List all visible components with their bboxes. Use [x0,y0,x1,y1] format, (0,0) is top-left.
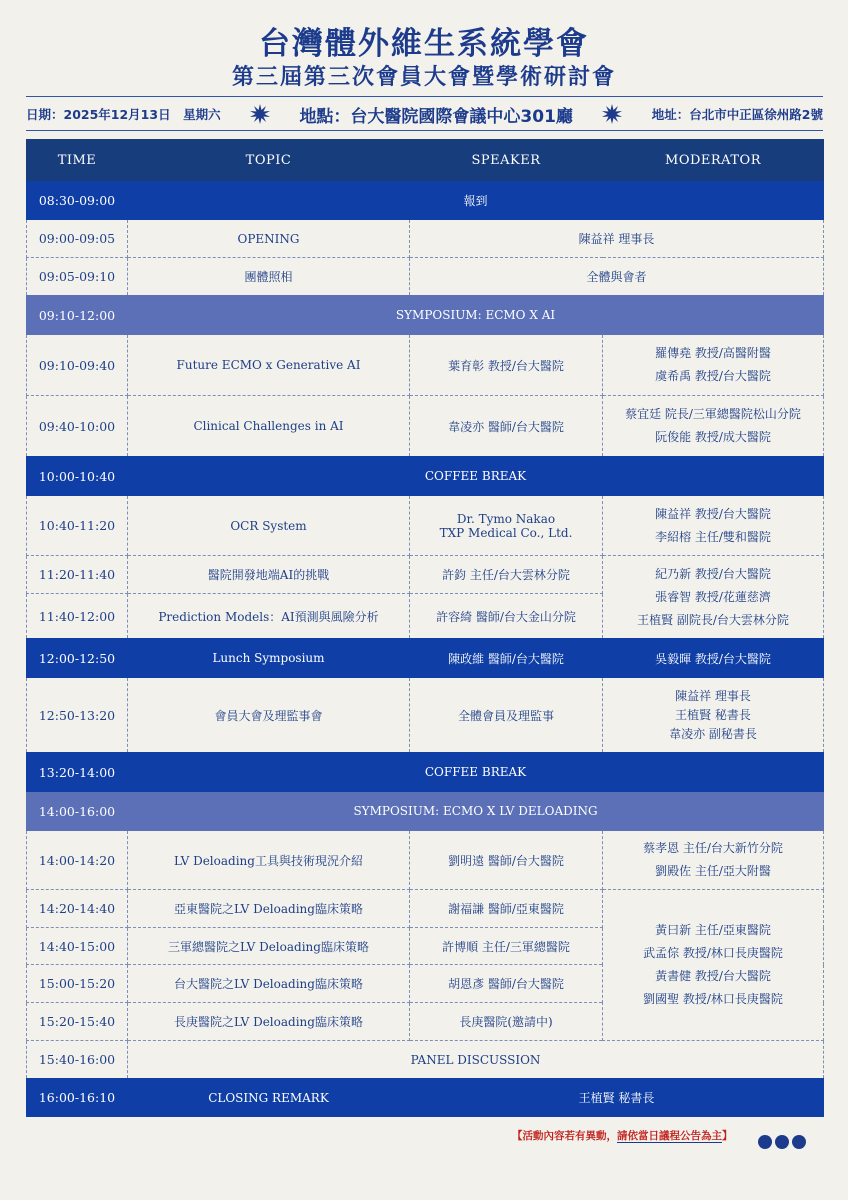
event-venue: 地點：台大醫院國際會議中心301廳 [299,106,573,127]
row-time: 09:00-09:05 [27,220,128,258]
table-row [27,753,824,792]
moderator-name: 羅傳堯 教授/高醫附醫 [655,346,771,360]
table-row [27,556,824,594]
table-row [27,396,824,457]
row-moderator [603,831,824,890]
divider-top [26,96,823,97]
row-speaker: 胡恩彥 醫師/台大醫院 [410,965,603,1003]
info-bar [26,100,823,128]
moderator-name: 武孟倧 教授/林口長庚醫院 [643,946,783,960]
divider-bottom [26,130,823,131]
table-row [27,831,824,890]
moderator-name: 陳益祥 理事長 [675,688,751,703]
row-time: 12:50-13:20 [27,678,128,753]
session-label: PANEL DISCUSSION [128,1041,824,1079]
col-header-moderator: MODERATOR [603,140,824,181]
row-speaker: 王植賢 秘書長 [410,1079,824,1117]
row-time: 10:00-10:40 [27,457,128,496]
table-row [27,1041,824,1079]
row-time: 15:00-15:20 [27,965,128,1003]
col-header-time: TIME [27,140,128,181]
moderator-name: 黃書健 教授/台大醫院 [655,969,771,983]
row-moderator [603,890,824,1041]
row-speaker: 全體會員及理監事 [410,678,603,753]
starburst-icon [602,104,622,124]
row-speaker: 劉明遠 醫師/台大醫院 [410,831,603,890]
society-title: 台灣體外維生系統學會 [259,26,589,62]
row-topic: 醫院開發地端AI的挑戰 [128,556,410,594]
notice-underlined: 請依當日議程公告為主 [617,1130,722,1142]
dot-icon [758,1135,772,1149]
table-row [27,496,824,556]
session-label: COFFEE BREAK [128,753,824,792]
moderator-name: 李紹榕 主任/雙和醫院 [655,529,771,544]
row-speaker: 謝福謙 醫師/亞東醫院 [410,890,603,928]
row-topic: OPENING [128,220,410,258]
starburst-icon [250,104,270,124]
row-topic: 團體照相 [128,258,410,296]
notice-lead: 活動內容若有異動， [522,1130,617,1142]
row-moderator [603,556,824,639]
row-speaker: 全體與會者 [410,258,824,296]
session-label: SYMPOSIUM: ECMO X LV DELOADING [128,792,824,831]
row-moderator: 吳毅暉 教授/台大醫院 [603,639,824,678]
row-time: 14:00-14:20 [27,831,128,890]
row-time: 10:40-11:20 [27,496,128,556]
row-speaker: 許鈞 主任/台大雲林分院 [410,556,603,594]
session-label: SYMPOSIUM: ECMO X AI [128,296,824,335]
row-time: 14:00-16:00 [27,792,128,831]
row-speaker [410,496,603,556]
moderator-name: 韋凌亦 副秘書長 [669,726,757,741]
dot-icon [792,1135,806,1149]
row-speaker: 陳政維 醫師/台大醫院 [410,639,603,678]
row-speaker: 許容綺 醫師/台大金山分院 [410,594,603,639]
row-moderator [603,396,824,457]
table-row [27,296,824,335]
moderator-name: 劉殿佐 主任/亞大附醫 [655,864,771,878]
dot-icon [775,1135,789,1149]
row-time: 09:10-12:00 [27,296,128,335]
table-row [27,1079,824,1117]
row-speaker: 陳益祥 理事長 [410,220,824,258]
row-time: 11:20-11:40 [27,556,128,594]
row-topic: Clinical Challenges in AI [128,396,410,457]
moderator-name: 張睿智 教授/花蓮慈濟 [655,589,771,604]
session-label: 報到 [128,181,824,220]
table-row [27,220,824,258]
row-topic: Lunch Symposium [128,639,410,678]
speaker-line: Dr. Tymo Nakao [456,511,556,526]
row-topic: Future ECMO x Generative AI [128,335,410,396]
row-moderator [603,335,824,396]
event-address: 地址：台北市中正區徐州路2號 [651,107,823,122]
table-row [27,639,824,678]
moderator-name: 蔡孝恩 主任/台大新竹分院 [643,841,783,855]
table-row [27,181,824,220]
row-speaker: 許博順 主任/三軍總醫院 [410,928,603,965]
moderator-name: 虞希禹 教授/台大醫院 [655,369,771,383]
session-label: COFFEE BREAK [128,457,824,496]
moderator-name: 王植賢 副院長/台大雲林分院 [637,612,789,627]
decorative-dots [758,1135,806,1149]
row-time: 14:20-14:40 [27,890,128,928]
row-topic: 三軍總醫院之LV Deloading臨床策略 [128,928,410,965]
row-topic: Prediction Models：AI預測與風險分析 [128,594,410,639]
moderator-name: 陳益祥 教授/台大醫院 [655,506,771,521]
schedule-table [26,139,824,1117]
event-subtitle: 第三屆第三次會員大會暨學術研討會 [231,65,616,90]
moderator-name: 黃曰新 主任/亞東醫院 [655,923,771,937]
table-row [27,678,824,753]
table-header [27,140,824,181]
table-row [27,335,824,396]
row-topic: 台大醫院之LV Deloading臨床策略 [128,965,410,1003]
row-topic: CLOSING REMARK [128,1079,410,1117]
row-time: 09:10-09:40 [27,335,128,396]
row-time: 15:20-15:40 [27,1003,128,1041]
row-topic: OCR System [128,496,410,556]
row-topic: LV Deloading工具與技術現況介紹 [128,831,410,890]
row-moderator [603,496,824,556]
row-time: 16:00-16:10 [27,1079,128,1117]
notice-bracket-open: 【 [512,1130,523,1142]
row-speaker: 長庚醫院(邀請中) [410,1003,603,1041]
row-topic: 會員大會及理監事會 [128,678,410,753]
change-notice [512,1128,733,1148]
row-time: 14:40-15:00 [27,928,128,965]
row-topic: 長庚醫院之LV Deloading臨床策略 [128,1003,410,1041]
row-time: 09:40-10:00 [27,396,128,457]
col-header-topic: TOPIC [128,140,410,181]
speaker-line: TXP Medical Co., Ltd. [439,525,573,540]
row-speaker: 韋凌亦 醫師/台大醫院 [410,396,603,457]
row-time: 13:20-14:00 [27,753,128,792]
moderator-name: 劉國聖 教授/林口長庚醫院 [643,992,783,1006]
notice-bracket-close: 】 [722,1130,733,1142]
row-time: 09:05-09:10 [27,258,128,296]
row-time: 08:30-09:00 [27,181,128,220]
table-row [27,792,824,831]
row-time: 15:40-16:00 [27,1041,128,1079]
row-time: 12:00-12:50 [27,639,128,678]
row-topic: 亞東醫院之LV Deloading臨床策略 [128,890,410,928]
moderator-name: 紀乃新 教授/台大醫院 [655,566,771,581]
table-row [27,890,824,928]
row-speaker: 葉育彰 教授/台大醫院 [410,335,603,396]
col-header-speaker: SPEAKER [410,140,603,181]
row-moderator [603,678,824,753]
event-date: 日期：2025年12月13日 星期六 [26,107,221,122]
table-row [27,258,824,296]
row-time: 11:40-12:00 [27,594,128,639]
moderator-name: 蔡宜廷 院長/三軍總醫院松山分院 [625,407,801,421]
table-row [27,457,824,496]
moderator-name: 阮俊能 教授/成大醫院 [655,430,771,444]
moderator-name: 王植賢 秘書長 [675,707,751,722]
